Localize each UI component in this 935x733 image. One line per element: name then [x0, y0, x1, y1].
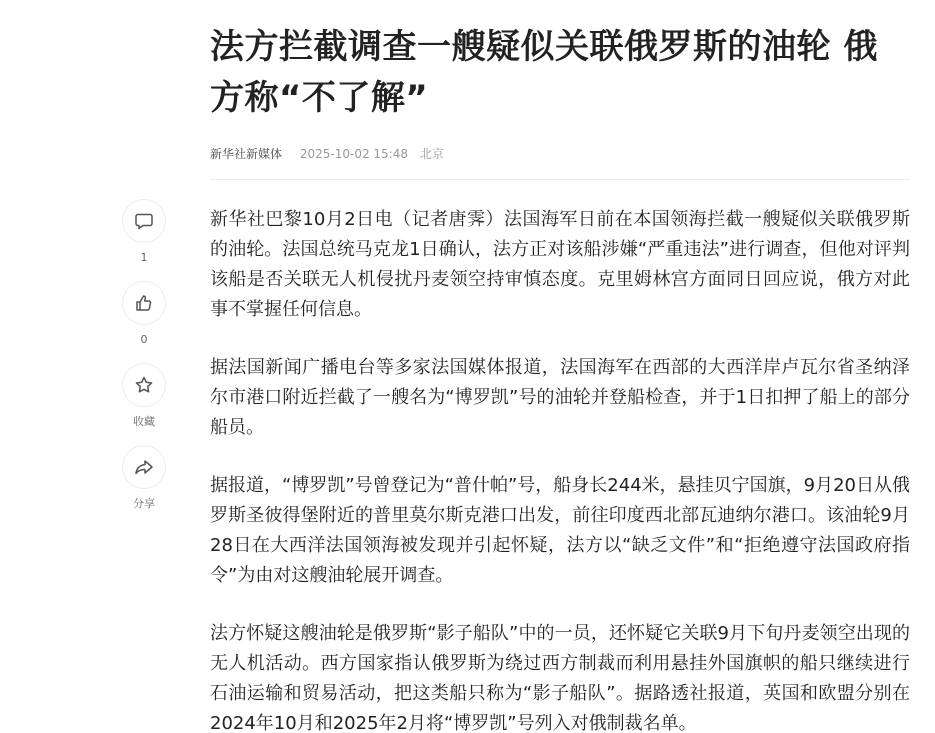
favorite-label: 收藏 — [133, 415, 155, 428]
share-button[interactable] — [122, 445, 166, 489]
paragraph: 据法国新闻广播电台等多家法国媒体报道，法国海军在西部的大西洋岸卢瓦尔省圣纳泽尔市港口附近拦截了一艘名为“博罗凯”号的油轮并登船检查，并于1日扣押了船上的部分船员。 — [210, 357, 910, 438]
thumbs-up-icon — [134, 293, 154, 313]
paragraph: 法方怀疑这艘油轮是俄罗斯“影子船队”中的一员，还怀疑它关联9月下旬丹麦领空出现的无人机活动。西方国家指认俄罗斯为绕过西方制裁而利用悬挂外国旗帜的船只继续进行石油运输和贸易活动，把这类船只称为“影子船队”。据路透社报道，英国和欧盟分别在2024年10月和2025年2月将“博罗凯”号列入对俄制裁名单。 — [210, 623, 910, 733]
star-icon — [134, 375, 154, 395]
favorite-button[interactable] — [122, 363, 166, 407]
comment-icon — [134, 211, 154, 231]
favorite-action — [120, 363, 168, 445]
comment-action — [120, 199, 168, 281]
article-datetime: 2025-10-02 15:48 — [299, 147, 408, 161]
article-meta — [210, 145, 444, 163]
like-count: 0 — [140, 333, 148, 346]
action-sidebar — [120, 199, 168, 527]
paragraph: 据报道，“博罗凯”号曾登记为“普什帕”号，船身长244米，悬挂贝宁国旗，9月20日从俄罗斯圣彼得堡附近的普里莫尔斯克港口出发，前往印度西北部瓦迪纳尔港口。该油轮9月28日在大西洋法国领海被发现并引起怀疑，法方以“缺乏文件”和“拒绝遵守法国政府指令”为由对这艘油轮展开调查。 — [210, 475, 911, 586]
comment-button[interactable] — [122, 199, 166, 243]
share-icon — [134, 457, 154, 477]
like-button[interactable] — [122, 281, 166, 325]
like-action — [120, 281, 168, 363]
article-title: 法方拦截调查一艘疑似关联俄罗斯的油轮 俄方称“不了解” — [210, 27, 878, 118]
share-label: 分享 — [133, 497, 155, 510]
article-body — [210, 205, 910, 733]
share-action — [120, 445, 168, 527]
article-source[interactable]: 新华社新媒体 — [210, 147, 283, 161]
divider — [210, 179, 910, 180]
comment-count: 1 — [140, 251, 148, 264]
article-location: 北京 — [419, 147, 444, 161]
paragraph: 新华社巴黎10月2日电（记者唐霁）法国海军日前在本国领海拦截一艘疑似关联俄罗斯的油轮。法国总统马克龙1日确认，法方正对该船涉嫌“严重违法”进行调查，但他对评判该船是否关联无人机侵扰丹麦领空持审慎态度。克里姆林宫方面同日回应说，俄方对此事不掌握任何信息。 — [210, 209, 910, 320]
